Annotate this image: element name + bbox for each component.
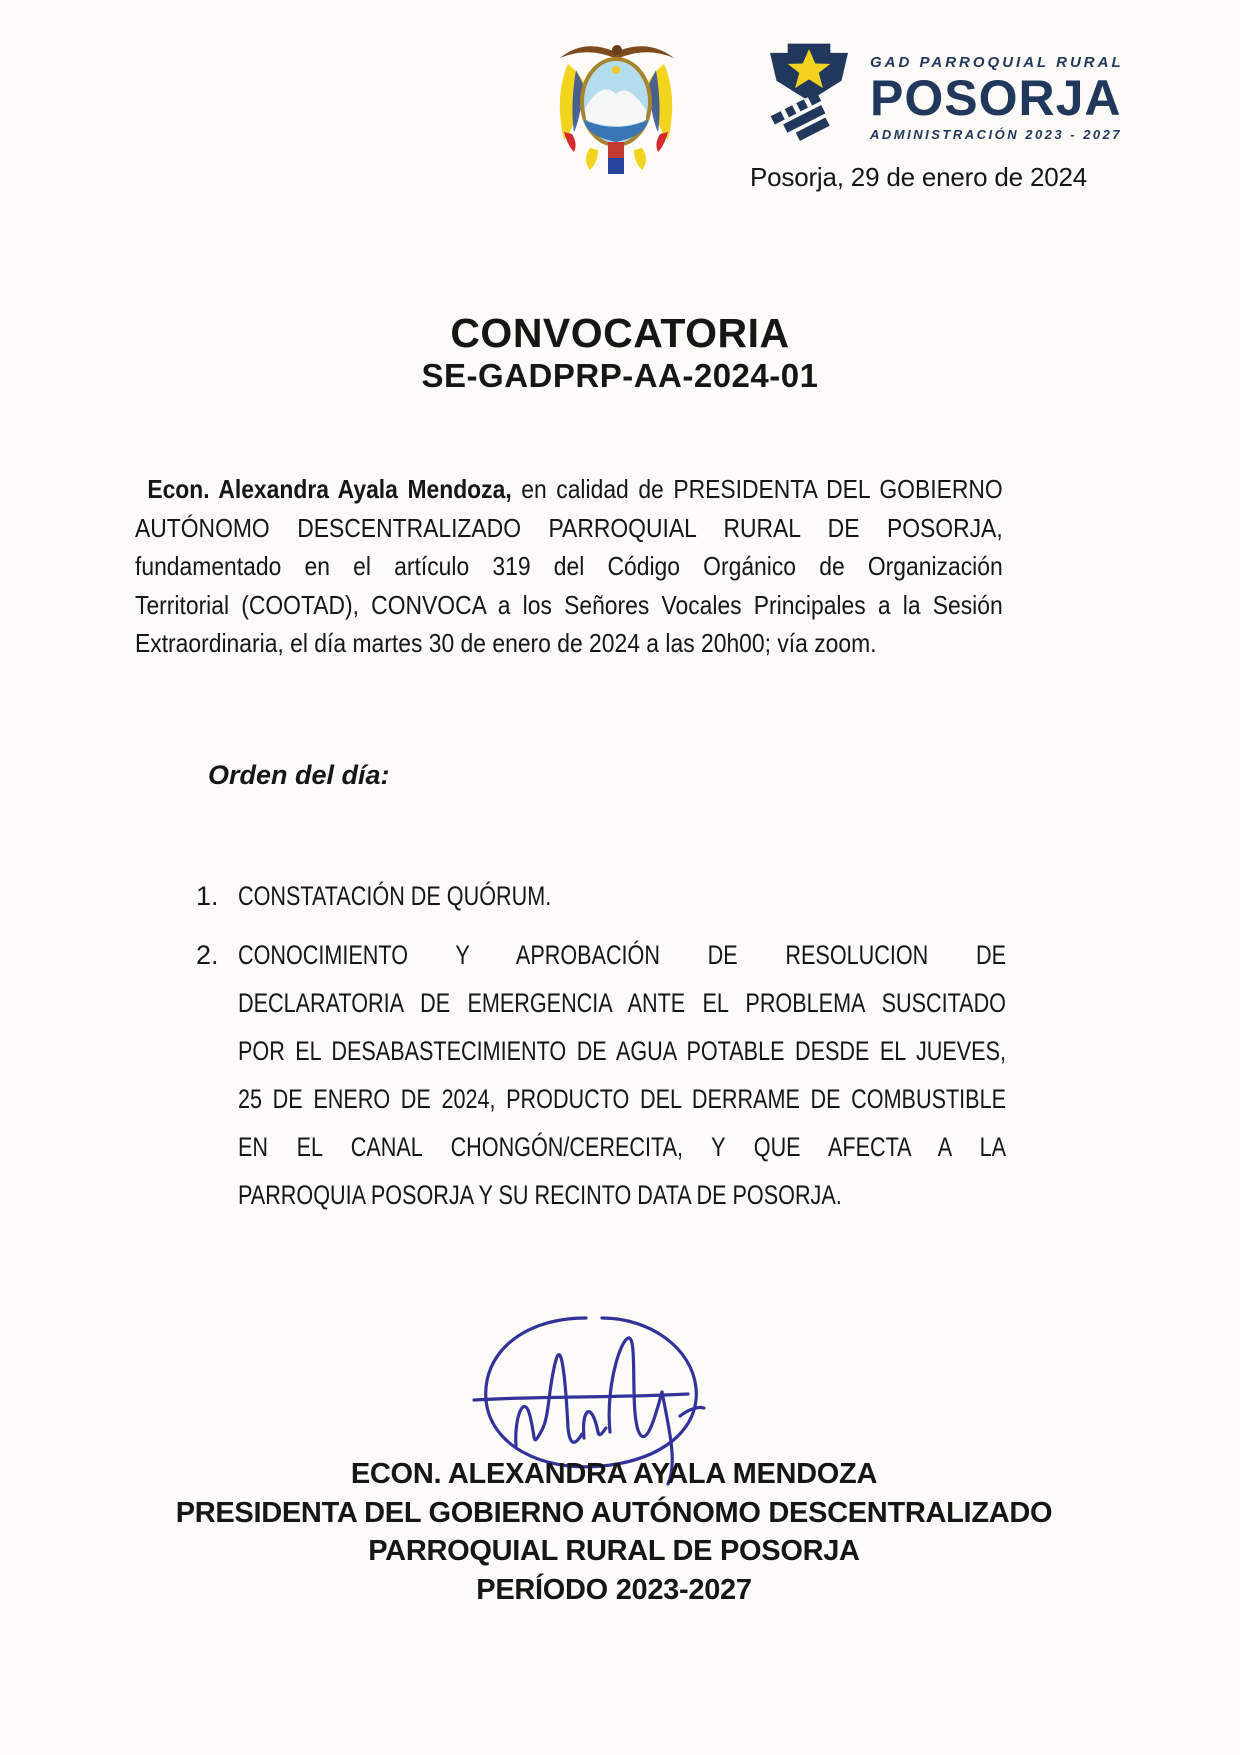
document-title: CONVOCATORIA — [450, 310, 790, 356]
intro-line: Extraordinaria, el día martes 30 de enero de 2024 a las 20h00; vía zoom. — [135, 628, 877, 658]
agenda-item-number: 2. — [196, 940, 219, 970]
agenda-item-line: POR EL DESABASTECIMIENTO DE AGUA POTABLE DESDE EL JUEVES, — [238, 1036, 1006, 1066]
intro-line: AUTÓNOMO DESCENTRALIZADO PARROQUIAL RURAL DE POSORJA, — [135, 512, 1003, 543]
agenda-list — [196, 872, 1198, 1230]
document-code: SE-GADPRP-AA-2024-01 — [421, 357, 819, 394]
intro-line: fundamentado en el artículo 319 del Código Orgánico de Organización — [135, 551, 1003, 581]
agenda-item-1 — [196, 872, 1198, 920]
agenda-item-line: CONSTATACIÓN DE QUÓRUM. — [238, 881, 552, 911]
agenda-item-line: DECLARATORIA DE EMERGENCIA ANTE EL PROBLEMA SUSCITADO — [238, 988, 1006, 1018]
agenda-item-line: CONOCIMIENTO Y APROBACIÓN DE RESOLUCION DE — [238, 940, 1006, 970]
agenda-item-line: PARROQUIA POSORJA Y SU RECINTO DATA DE POSORJA. — [238, 1180, 842, 1210]
logo-org-line: GAD PARROQUIAL RURAL — [870, 54, 1124, 71]
agenda-item-line: 25 DE ENERO DE 2024, PRODUCTO DEL DERRAME DE COMBUSTIBLE — [238, 1084, 1006, 1114]
signer-title-line-2: PARROQUIAL RURAL DE POSORJA — [368, 1535, 860, 1567]
intro-paragraph — [135, 470, 1121, 663]
posorja-logo-text — [870, 54, 1124, 142]
intro-line: Econ. Alexandra Ayala Mendoza, en calidad de PRESIDENTA DEL GOBIERNO — [147, 474, 1003, 504]
intro-line: Territorial (COOTAD), CONVOCA a los Señores Vocales Principales a la Sesión — [135, 589, 1003, 620]
agenda-item-number: 1. — [196, 881, 219, 911]
signer-block — [0, 1455, 1228, 1609]
signer-name: ECON. ALEXANDRA AYALA MENDOZA — [350, 1458, 878, 1490]
ecuador-coat-of-arms-icon — [528, 36, 704, 178]
date-line: Posorja, 29 de enero de 2024 — [750, 162, 1087, 192]
signer-title-line-1: PRESIDENTA DEL GOBIERNO AUTÓNOMO DESCENTRALIZADO — [175, 1496, 1053, 1529]
logo-name: POSORJA — [870, 70, 1122, 126]
agenda-heading: Orden del día: — [208, 760, 390, 790]
shield-star-icon — [762, 38, 856, 142]
posorja-logo — [762, 38, 1124, 142]
agenda-item-2 — [196, 931, 1198, 1219]
signer-period: PERÍODO 2023-2027 — [476, 1573, 752, 1606]
signer-name-inline: Econ. Alexandra Ayala Mendoza, — [147, 474, 512, 504]
logo-admin-line: ADMINISTRACIÓN 2023 - 2027 — [870, 127, 1123, 142]
agenda-item-line: EN EL CANAL CHONGÓN/CERECITA, Y QUE AFECTA A LA — [238, 1132, 1006, 1162]
